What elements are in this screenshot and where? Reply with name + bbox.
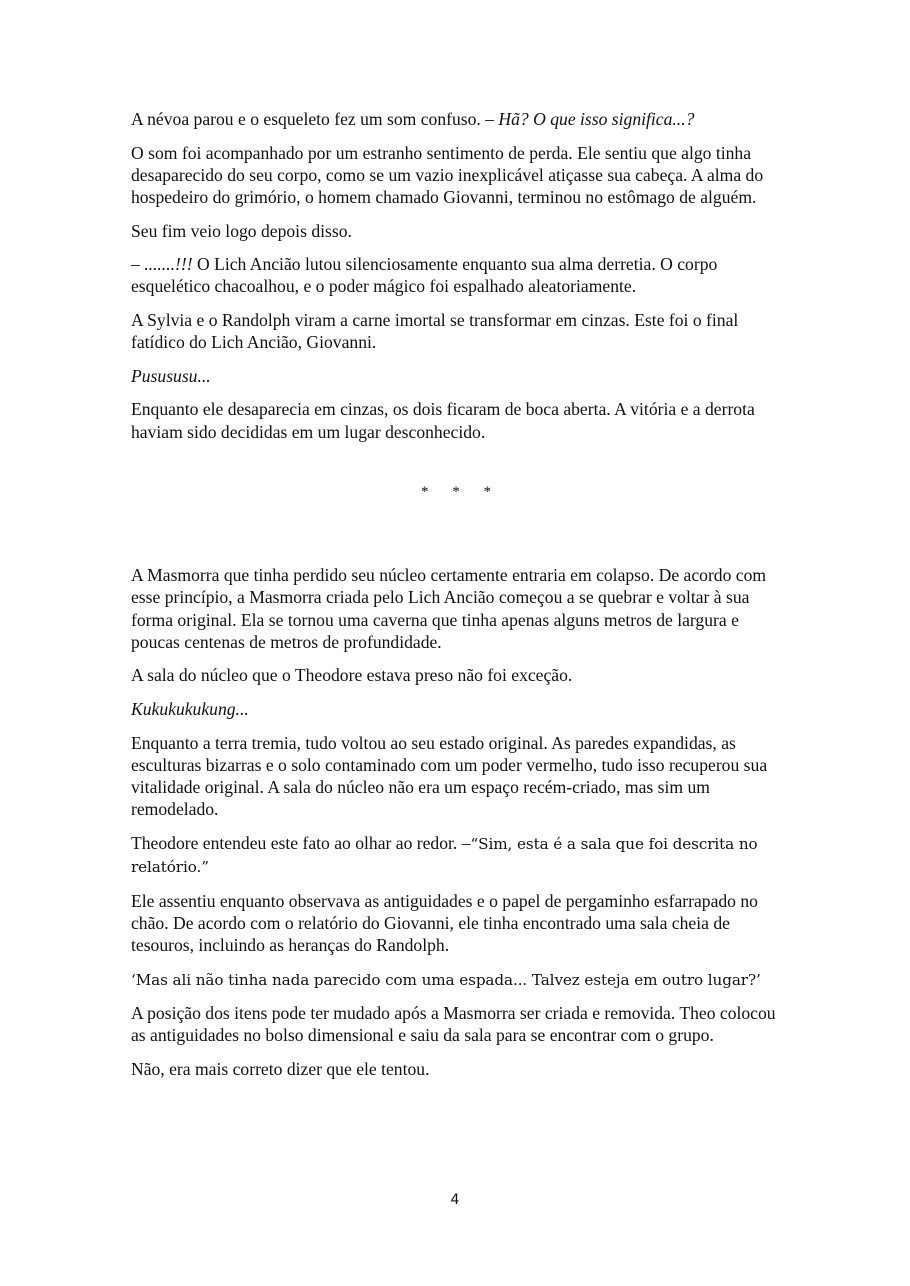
- paragraph: A Sylvia e o Randolph viram a carne imortal se transformar em cinzas. Este foi o final fatídico do Lich Ancião, Giovanni.: [131, 309, 739, 353]
- paragraph-thought: ‘Mas ali não tinha nada parecido com uma espada... Talvez esteja em outro lugar?’: [131, 970, 761, 989]
- paragraph-dialogue: Theodore entendeu este fato ao olhar ao redor. –“Sim, esta é a sala que foi descrita no relatório.”: [131, 832, 758, 876]
- paragraph: Seu fim veio logo depois disso.: [131, 220, 352, 241]
- paragraph: A posição dos itens pode ter mudado após a Masmorra ser criada e removida. Theo colocou as antiguidades no bolso dimensional e saiu da sala para se encontrar com o grupo.: [131, 1003, 776, 1046]
- sound-effect: Kukukukukung...: [131, 698, 249, 719]
- paragraph: O som foi acompanhado por um estranho sentimento de perda. Ele sentiu que algo tinha desaparecido do seu corpo, como se um vazio inexplicável atiçasse sua cabeça. A alma do hospedeiro do grimório, o homem chamado Giovanni, terminou no estômago de alguém.: [131, 142, 764, 207]
- page-number: 4: [450, 1192, 460, 1208]
- paragraph: Não, era mais correto dizer que ele tentou.: [131, 1058, 430, 1079]
- sound-effect: Pusususu...: [131, 365, 211, 386]
- paragraph: Enquanto ele desaparecia em cinzas, os dois ficaram de boca aberta. A vitória e a derrota haviam sido decididas em um lugar desconhecido.: [131, 399, 755, 442]
- paragraph: A Masmorra que tinha perdido seu núcleo certamente entraria em colapso. De acordo com esse princípio, a Masmorra criada pelo Lich Ancião começou a se quebrar e voltar à sua forma original. Ela se tornou uma caverna que tinha apenas alguns metros de largura e poucas centenas de metros de profundidade.: [131, 565, 767, 652]
- page-content: [131, 108, 781, 1092]
- paragraph: – .......!!! O Lich Ancião lutou silenciosamente enquanto sua alma derretia. O corpo esquelético chacoalhou, e o poder mágico foi espalhado aleatoriamente.: [131, 254, 718, 297]
- scene-separator: [131, 454, 781, 564]
- separator-stars: * * *: [421, 484, 491, 501]
- paragraph: Ele assentiu enquanto observava as antiguidades e o papel de pergaminho esfarrapado no chão. De acordo com o relatório do Giovanni, ele tinha encontrado uma sala cheia de tesouros, incluindo as heranças do Randolph.: [131, 890, 758, 955]
- paragraph: Enquanto a terra tremia, tudo voltou ao seu estado original. As paredes expandidas, as esculturas bizarras e o solo contaminado com um poder vermelho, tudo isso recuperou sua vitalidade original. A sala do núcleo não era um espaço recém-criado, mas sim um remodelado.: [131, 732, 768, 820]
- paragraph: A sala do núcleo que o Theodore estava preso não foi exceção.: [131, 665, 573, 686]
- paragraph: A névoa parou e o esqueleto fez um som confuso. – Hã? O que isso significa...?: [131, 109, 695, 129]
